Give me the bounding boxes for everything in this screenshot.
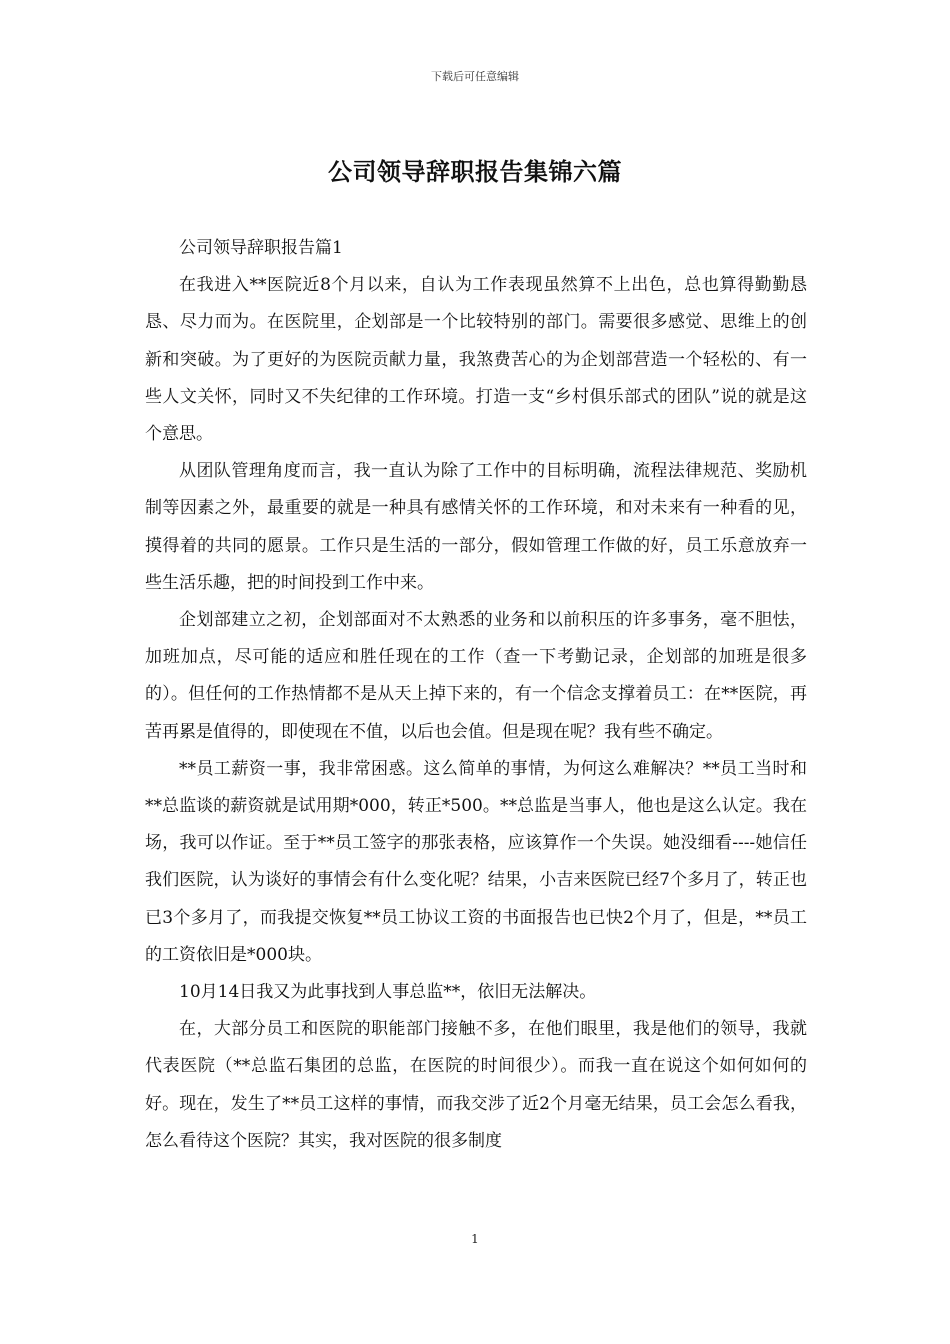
body-paragraph: 企划部建立之初，企划部面对不太熟悉的业务和以前积压的许多事务，毫不胆怯，加班加点，尽可能的适应和胜任现在的工作（查一下考勤记录，企划部的加班是很多的）。但任何的工作热情都不是从天上掉下来的，有一个信念支撑着员工：在**医院，再苦再累是值得的，即使现在不值，以后也会值。但是现在呢？我有些不确定。 (145, 610, 807, 742)
header-note: 下载后可任意编辑 (431, 70, 519, 83)
body-paragraph: 在，大部分员工和医院的职能部门接触不多，在他们眼里，我是他们的领导，我就代表医院（**总监石集团的总监，在医院的时间很少）。而我一直在说这个如何如何的好。现在，发生了**员工这样的事情，而我交涉了近2个月毫无结果，员工会怎么看我，怎么看待这个医院？其实，我对医院的很多制度 (145, 1019, 807, 1151)
body-paragraph: 在我进入**医院近8个月以来，自认为工作表现虽然算不上出色，总也算得勤勤恳恳、尽力而为。在医院里，企划部是一个比较特别的部门。需要很多感觉、思维上的创新和突破。为了更好的为医院贡献力量，我煞费苦心的为企划部营造一个轻松的、有一些人文关怀，同时又不失纪律的工作环境。打造一支“乡村俱乐部式的团队”说的就是这个意思。 (145, 275, 807, 445)
section-heading: 公司领导辞职报告篇1 (179, 238, 343, 258)
document-title: 公司领导辞职报告集锦六篇 (328, 157, 622, 186)
page-number: 1 (471, 1232, 479, 1246)
body-paragraph: 从团队管理角度而言，我一直认为除了工作中的目标明确，流程法律规范、奖励机制等因素之外，最重要的就是一种具有感情关怀的工作环境，和对未来有一种看的见，摸得着的共同的愿景。工作只是生活的一部分，假如管理工作做的好，员工乐意放弃一些生活乐趣，把的时间投到工作中来。 (145, 461, 807, 593)
document-body (145, 230, 807, 1160)
body-paragraph: 10月14日我又为此事找到人事总监**，依旧无法解决。 (179, 982, 597, 1003)
body-paragraph: **员工薪资一事，我非常困惑。这么简单的事情，为何这么难解决？**员工当时和**总监谈的薪资就是试用期*000，转正*500。**总监是当事人，他也是这么认定。我在场，我可以作证。至于**员工签字的那张表格，应该算作一个失误。她没细看----她信任我们医院，认为谈好的事情会有什么变化呢？结果，小吉来医院已经7个多月了，转正也已3个多月了，而我提交恢复**员工协议工资的书面报告也已快2个月了，但是，**员工的工资依旧是*000块。 (145, 758, 807, 965)
